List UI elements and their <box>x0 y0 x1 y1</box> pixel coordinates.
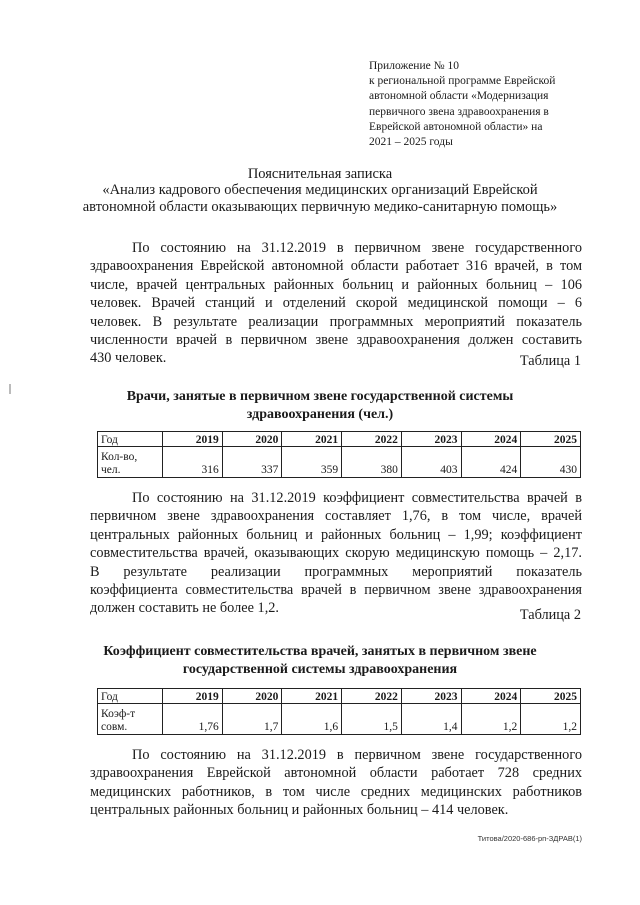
row-label-line: Кол-во, <box>101 451 138 463</box>
paragraph-line: здравоохранения Еврейской автономной области работает 728 средних <box>90 765 582 782</box>
appendix-line: первичного звена здравоохранения в <box>369 105 549 118</box>
appendix-note <box>369 59 599 150</box>
table1-value-cell: 337 <box>222 447 282 478</box>
table2-data-row <box>98 704 581 735</box>
table2-year-cell: 2021 <box>282 689 342 704</box>
paragraph-line: медицинских работников, в том числе средних медицинских работников <box>90 783 582 800</box>
paragraph-line: числе, врачей центральных районных больниц и районных больниц – 106 <box>90 276 582 293</box>
subtitle-line: автономной области оказывающих первичную медико-санитарную помощь» <box>82 199 558 215</box>
paragraph-doctors-count <box>90 239 582 368</box>
appendix-line: автономной области «Модернизация <box>369 90 549 103</box>
row-label-line: чел. <box>101 464 121 476</box>
paragraph-line: первичном звене здравоохранения составляет 1,76, в том числе, врачей <box>90 508 582 525</box>
paragraph-line: численности врачей в первичном звене здравоохранения должен составить <box>90 332 582 349</box>
table1-year-cell: 2020 <box>222 432 282 447</box>
table1-title-line: здравоохранения (чел.) <box>246 407 394 422</box>
table2-title <box>0 643 640 679</box>
row-label-line: совм. <box>101 721 128 733</box>
paragraph-line: коэффициента совместительства врачей в первичном звене здравоохранения <box>90 582 582 599</box>
table2-value-cell: 1,4 <box>401 704 461 735</box>
table2-header-cell: Год <box>98 689 163 704</box>
table2-header-row <box>98 689 581 704</box>
table1-title <box>0 388 640 424</box>
table1-row-label <box>98 447 163 478</box>
table1-year-cell: 2022 <box>342 432 402 447</box>
table2-value-cell: 1,2 <box>521 704 581 735</box>
table1-caption: Таблица 1 <box>519 353 581 369</box>
table1-year-cell: 2021 <box>282 432 342 447</box>
table2-year-cell: 2024 <box>461 689 521 704</box>
table2-value-cell: 1,5 <box>342 704 402 735</box>
table1-year-cell: 2019 <box>163 432 223 447</box>
table2-year-cell: 2022 <box>342 689 402 704</box>
table2-title-line: государственной системы здравоохранения <box>182 662 458 677</box>
paragraph-line: центральных районных больниц и районных больниц – 414 человек. <box>90 802 509 819</box>
table1-year-cell: 2025 <box>521 432 581 447</box>
table1-year-cell: 2023 <box>401 432 461 447</box>
paragraph-line: В результате реализации программных мероприятий показатель <box>90 563 582 580</box>
paragraph-nurses-count <box>90 746 582 820</box>
paragraph-line: По состоянию на 31.12.2019 в первичном звене государственного <box>132 747 582 763</box>
table2 <box>97 688 581 735</box>
table2-value-cell: 1,76 <box>163 704 223 735</box>
table2-year-cell: 2020 <box>222 689 282 704</box>
paragraph-part-time-ratio <box>90 489 582 618</box>
table1-value-cell: 424 <box>461 447 521 478</box>
table1-value-cell: 380 <box>342 447 402 478</box>
scan-mark <box>9 384 11 394</box>
appendix-line: 2021 – 2025 годы <box>369 136 453 149</box>
table2-value-cell: 1,2 <box>461 704 521 735</box>
table2-row-label <box>98 704 163 735</box>
footer-doc-code: Титова/2020-686-рп-ЗДРАВ(1) <box>477 834 582 843</box>
paragraph-line: По состоянию на 31.12.2019 коэффициент совместительства врачей в <box>132 490 582 506</box>
table1-header-row <box>98 432 581 447</box>
table1-title-line: Врачи, занятые в первичном звене государственной системы <box>126 389 514 404</box>
paragraph-line: По состоянию на 31.12.2019 в первичном звене государственного <box>132 240 582 256</box>
table2-year-cell: 2025 <box>521 689 581 704</box>
paragraph-line: человек. В результате реализации программных мероприятий показатель <box>90 313 582 330</box>
table1-year-cell: 2024 <box>461 432 521 447</box>
table1-value-cell: 403 <box>401 447 461 478</box>
table1-data-row <box>98 447 581 478</box>
appendix-line: к региональной программе Еврейской <box>369 75 556 88</box>
appendix-line: Еврейской автономной области» на <box>369 120 543 133</box>
document-subtitle <box>0 182 640 216</box>
table2-value-cell: 1,7 <box>222 704 282 735</box>
table2-value-cell: 1,6 <box>282 704 342 735</box>
table2-caption: Таблица 2 <box>519 607 581 623</box>
table1-value-cell: 359 <box>282 447 342 478</box>
table2-title-line: Коэффициент совместительства врачей, занятых в первичном звене <box>103 644 537 659</box>
row-label-line: Коэф-т <box>101 708 136 720</box>
document-title: Пояснительная записка <box>247 166 393 182</box>
paragraph-line: центральных районных больниц и районных больниц – 1,99; коэффициент <box>90 526 582 543</box>
paragraph-line: совместительства врачей, оказывающих скорую медицинскую помощь – 2,17. <box>90 545 582 562</box>
table1-value-cell: 316 <box>163 447 223 478</box>
table2-year-cell: 2023 <box>401 689 461 704</box>
paragraph-line: человек. Врачей станций и отделений скорой медицинской помощи – 6 <box>90 295 582 312</box>
paragraph-line: здравоохранения Еврейской автономной области работает 316 врачей, в том <box>90 258 582 275</box>
table1 <box>97 431 581 478</box>
table1-value-cell: 430 <box>521 447 581 478</box>
table1-header-cell: Год <box>98 432 163 447</box>
appendix-line: Приложение № 10 <box>369 60 459 72</box>
paragraph-line: 430 человек. <box>90 350 167 367</box>
table2-year-cell: 2019 <box>163 689 223 704</box>
paragraph-line: должен составить не более 1,2. <box>90 600 279 617</box>
subtitle-line: «Анализ кадрового обеспечения медицинских организаций Еврейской <box>102 182 538 198</box>
